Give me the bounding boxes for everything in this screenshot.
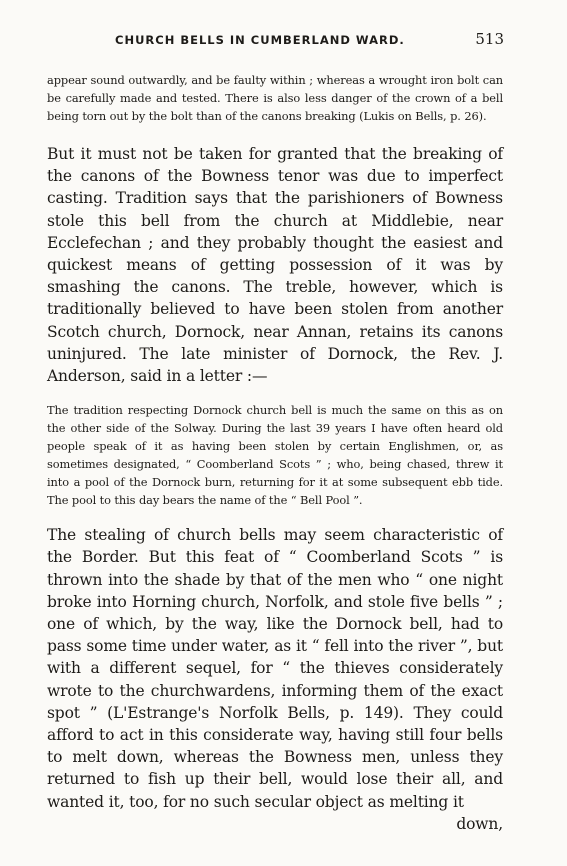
quoted-letter: The tradition respecting Dornock church bell is much the same on this as on the other side of the Solway. During the last 39 years I have often heard old people speak of it as having been stolen by certain Englishmen, or, as sometimes designated, “ Coomberland Scots ” ; who, being chased, threw it into a pool of the Dornock burn, returning for it at some subsequent ebb tide. The pool to this day bears the name of the “ Bell Pool ”.	[47, 403, 503, 508]
footnote-continuation: appear sound outwardly, and be faulty within ; whereas a wrought iron bolt can be carefully made and tested. There is also less danger of the crown of a bell being torn out by the bolt than of the canons breaking (Lukis on Bells, p. 26).	[47, 73, 503, 123]
page-number: 513	[475, 30, 504, 48]
body-paragraph-stealing: The stealing of church bells may seem characteristic of the Border. But this feat of “ Coomberland Scots ” is thrown into the shade by that of the men who “ one night broke into Horning church, Norfolk, and stole five bells ” ; one of which, by the way, like the Dornock bell, had to pass some time under water, as it “ fell into the river ”, but with a different sequel, for “ the thieves considerately wrote to the churchwardens, informing them of the exact spot ” (L'Estrange's Norfolk Bells, p. 149). They could afford to act in this considerate way, having still four bells to melt down, whereas the Bowness men, unless they returned to fish up their bell, would lose their all, and wanted it, too, for no such secular object as melting it	[47, 526, 503, 811]
catchword: down,	[456, 814, 503, 833]
page-header	[47, 30, 503, 54]
book-page	[47, 30, 503, 835]
running-title: CHURCH BELLS IN CUMBERLAND WARD.	[115, 33, 405, 47]
body-paragraph-tradition: But it must not be taken for granted that the breaking of the canons of the Bowness tenor was due to imperfect casting. Tradition says that the parishioners of Bowness stole this bell from the church at Middlebie, near Ecclefechan ; and they probably thought the easiest and quickest means of getting possession of it was by smashing the canons. The treble, however, which is traditionally believed to have been stolen from another Scotch church, Dornock, near Annan, retains its canons uninjured. The late minister of Dornock, the Rev. J. Anderson, said in a letter :—	[47, 145, 503, 386]
